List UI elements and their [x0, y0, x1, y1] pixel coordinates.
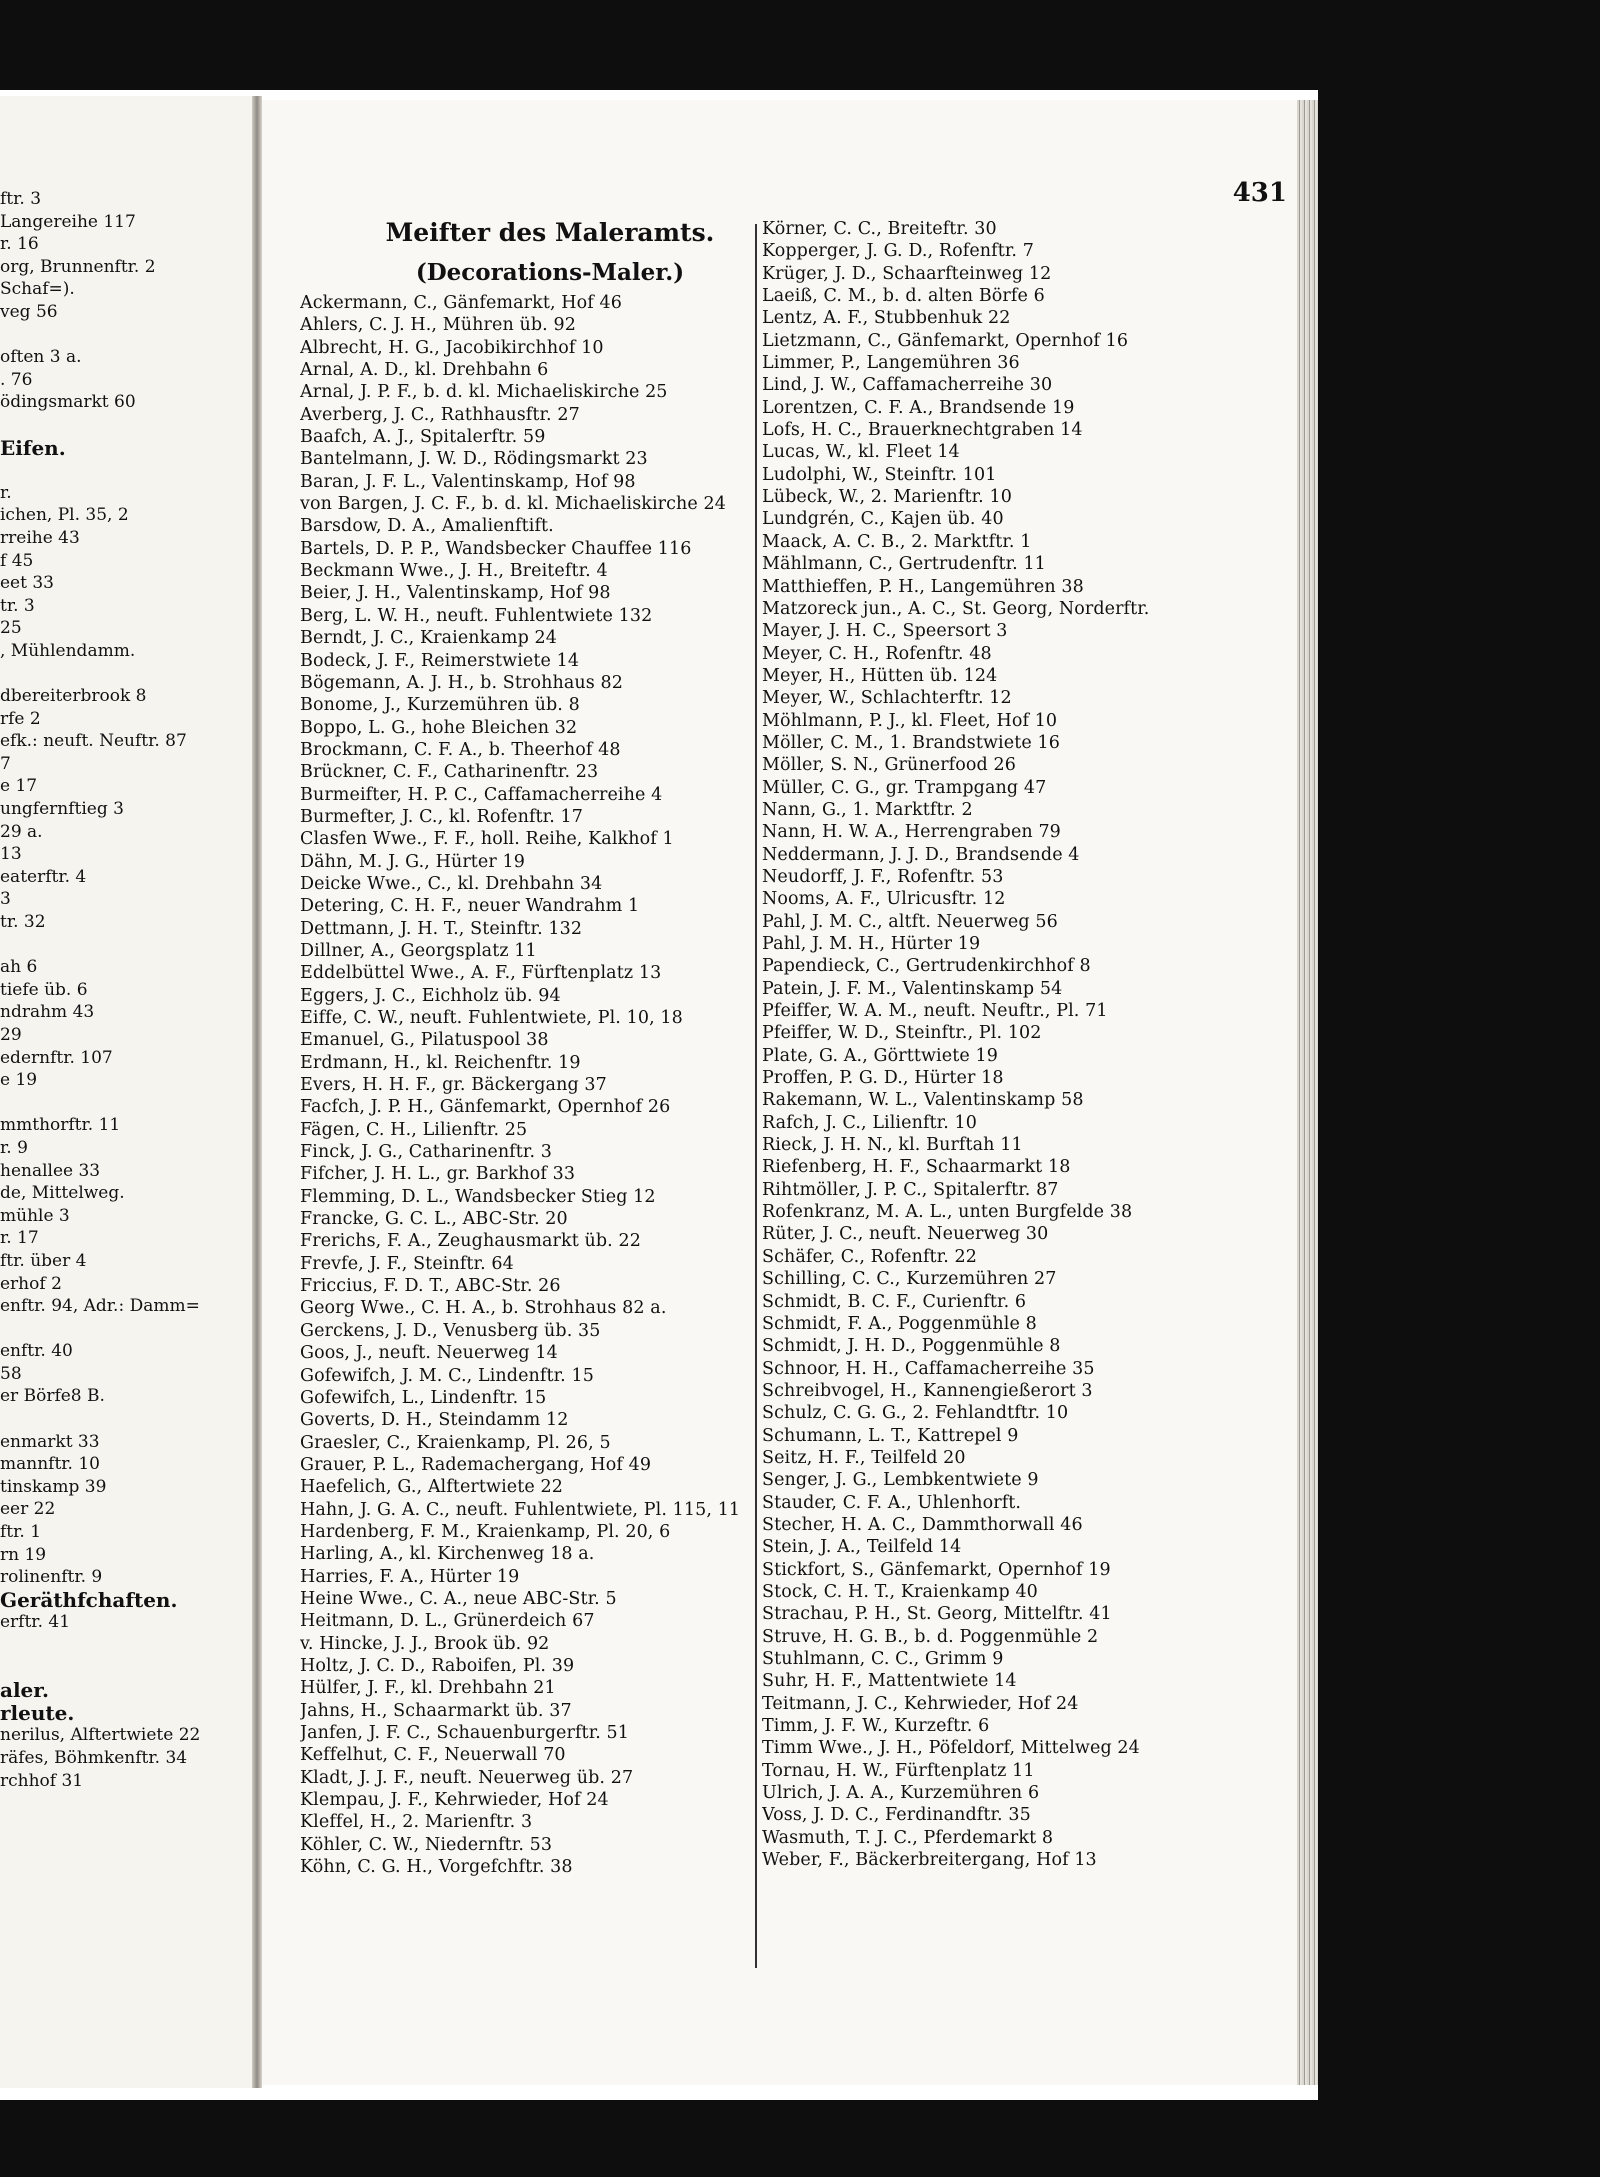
- directory-entry: often 3 a.: [0, 347, 82, 368]
- directory-entry: Teitmann, J. C., Kehrwieder, Hof 24: [762, 1693, 1079, 1714]
- directory-entry: Timm Wwe., J. H., Pöfeldorf, Mittelweg 24: [762, 1738, 1140, 1759]
- directory-entry: Hülfer, J. F., kl. Drehbahn 21: [300, 1678, 556, 1699]
- directory-entry: Strachau, P. H., St. Georg, Mittelftr. 41: [762, 1604, 1112, 1625]
- directory-entry: Pfeiffer, W. D., Steinftr., Pl. 102: [762, 1023, 1042, 1044]
- directory-entry: Pfeiffer, W. A. M., neuft. Neuftr., Pl. 71: [762, 1001, 1108, 1022]
- scan-border-right: [1318, 0, 1600, 2177]
- directory-entry: Schaf=).: [0, 279, 75, 300]
- directory-entry: ftr. über 4: [0, 1250, 87, 1271]
- directory-entry: Fägen, C. H., Lilienftr. 25: [300, 1119, 528, 1140]
- directory-entry: erftr. 41: [0, 1612, 71, 1633]
- directory-entry: Harling, A., kl. Kirchenweg 18 a.: [300, 1544, 595, 1565]
- directory-entry: f 45: [0, 550, 34, 571]
- directory-entry: Graesler, C., Kraienkamp, Pl. 26, 5: [300, 1432, 611, 1453]
- directory-entry: enftr. 40: [0, 1341, 73, 1362]
- directory-entry: 3: [0, 889, 11, 910]
- page-edges: [1297, 100, 1318, 2085]
- directory-entry: Dettmann, J. H. T., Steinftr. 132: [300, 918, 583, 939]
- directory-entry: Meyer, C. H., Rofenftr. 48: [762, 643, 992, 664]
- directory-entry: rleute.: [0, 1701, 75, 1725]
- directory-entry: Weber, F., Bäckerbreitergang, Hof 13: [762, 1850, 1097, 1871]
- directory-entry: Klempau, J. F., Kehrwieder, Hof 24: [300, 1790, 609, 1811]
- directory-entry: [0, 459, 252, 482]
- directory-entry: eet 33: [0, 573, 54, 594]
- directory-entry: Deicke Wwe., C., kl. Drehbahn 34: [300, 873, 603, 894]
- directory-entry: von Bargen, J. C. F., b. d. kl. Michaeliskirche 24: [300, 494, 727, 515]
- directory-entry: Kladt, J. J. F., neuft. Neuerweg üb. 27: [300, 1767, 634, 1788]
- directory-entry: 29: [0, 1024, 22, 1045]
- directory-entry: Rüter, J. C., neuft. Neuerweg 30: [762, 1224, 1049, 1245]
- directory-entry: Schmidt, J. H. D., Poggenmühle 8: [762, 1336, 1061, 1357]
- directory-entry: , Mühlendamm.: [0, 640, 136, 661]
- directory-entry: Seitz, H. F., Teilfeld 20: [762, 1447, 966, 1468]
- directory-entry: tr. 3: [0, 595, 35, 616]
- directory-entry: org, Brunnenftr. 2: [0, 256, 156, 277]
- directory-entry: nerilus, Alftertwiete 22: [0, 1725, 201, 1746]
- scan-border-bottom: [0, 2100, 1600, 2177]
- directory-entry: Körner, C. C., Breiteftr. 30: [762, 219, 997, 239]
- directory-entry: Beckmann Wwe., J. H., Breiteftr. 4: [300, 561, 608, 582]
- column-2: [762, 218, 1282, 1871]
- directory-entry: Gofewifch, J. M. C., Lindenftr. 15: [300, 1365, 594, 1386]
- directory-entry: Boppo, L. G., hohe Bleichen 32: [300, 717, 578, 738]
- directory-entry: Lundgrén, C., Kajen üb. 40: [762, 509, 1004, 530]
- directory-entry: Ulrich, J. A. A., Kurzemühren 6: [762, 1783, 1040, 1804]
- directory-entry: Rieck, J. H. N., kl. Burftah 11: [762, 1135, 1023, 1156]
- directory-entry: Neudorff, J. F., Rofenftr. 53: [762, 866, 1004, 887]
- directory-entry: ichen, Pl. 35, 2: [0, 505, 129, 526]
- directory-entry: Matthieffen, P. H., Langemühren 38: [762, 576, 1084, 597]
- directory-entry: Eifen.: [0, 436, 66, 460]
- section-heading: Meifter des Maleramts.: [385, 218, 715, 247]
- directory-entry: Wasmuth, T. J. C., Pferdemarkt 8: [762, 1827, 1054, 1848]
- directory-entry: Facfch, J. P. H., Gänfemarkt, Opernhof 26: [300, 1097, 671, 1118]
- column-divider: [755, 224, 757, 1968]
- directory-entry: Senger, J. G., Lembkentwiete 9: [762, 1470, 1039, 1491]
- directory-entry: ftr. 1: [0, 1522, 42, 1543]
- directory-entry: Möhlmann, P. J., kl. Fleet, Hof 10: [762, 710, 1058, 731]
- directory-entry: efk.: neuft. Neuftr. 87: [0, 731, 187, 752]
- directory-entry: dbereiterbrook 8: [0, 686, 147, 707]
- directory-entry: aler.: [0, 1679, 49, 1702]
- directory-entry: Kopperger, J. G. D., Rofenftr. 7: [762, 241, 1034, 262]
- directory-entry: [0, 414, 252, 437]
- directory-entry: Voss, J. D. C., Ferdinandftr. 35: [762, 1805, 1031, 1826]
- directory-entry: Stock, C. H. T., Kraienkamp 40: [762, 1581, 1038, 1602]
- directory-entry: Bodeck, J. F., Reimerstwiete 14: [300, 650, 580, 671]
- directory-entry: 58: [0, 1363, 22, 1384]
- directory-entry: Averberg, J. C., Rathhausftr. 27: [300, 404, 580, 425]
- directory-entry: ungfernftieg 3: [0, 799, 124, 820]
- directory-entry: Struve, H. G. B., b. d. Poggenmühle 2: [762, 1626, 1099, 1647]
- directory-entry: Arnal, A. D., kl. Drehbahn 6: [300, 360, 549, 381]
- directory-entry: Grauer, P. L., Rademachergang, Hof 49: [300, 1454, 652, 1475]
- directory-entry: Bögemann, A. J. H., b. Strohhaus 82: [300, 672, 623, 693]
- directory-entry: Schreibvogel, H., Kannengießerort 3: [762, 1380, 1093, 1401]
- directory-entry: [0, 1657, 252, 1680]
- directory-entry: Lind, J. W., Caffamacherreihe 30: [762, 375, 1053, 396]
- directory-entry: mmthorftr. 11: [0, 1115, 121, 1136]
- column-2-entries: [762, 218, 1282, 1871]
- directory-entry: Laeiß, C. M., b. d. alten Börfe 6: [762, 286, 1045, 307]
- directory-entry: Meyer, W., Schlachterftr. 12: [762, 688, 1012, 709]
- directory-entry: Plate, G. A., Görttwiete 19: [762, 1045, 998, 1066]
- directory-entry: ah 6: [0, 957, 38, 978]
- left-page-text: [0, 188, 252, 1792]
- directory-entry: Rakemann, W. L., Valentinskamp 58: [762, 1090, 1084, 1111]
- directory-entry: Eggers, J. C., Eichholz üb. 94: [300, 985, 561, 1006]
- directory-entry: Berg, L. W. H., neuft. Fuhlentwiete 132: [300, 605, 653, 626]
- directory-entry: Lucas, W., kl. Fleet 14: [762, 442, 960, 463]
- directory-entry: Schmidt, B. C. F., Curienftr. 6: [762, 1291, 1027, 1312]
- directory-entry: Schilling, C. C., Kurzemühren 27: [762, 1269, 1057, 1290]
- directory-entry: Stickfort, S., Gänfemarkt, Opernhof 19: [762, 1559, 1111, 1580]
- directory-entry: Patein, J. F. M., Valentinskamp 54: [762, 978, 1063, 999]
- directory-entry: Schnoor, H. H., Caffamacherreihe 35: [762, 1358, 1095, 1379]
- directory-entry: Nooms, A. F., Ulricusftr. 12: [762, 889, 1006, 910]
- directory-entry: Neddermann, J. J. D., Brandsende 4: [762, 844, 1080, 865]
- directory-entry: Proffen, P. G. D., Hürter 18: [762, 1068, 1004, 1089]
- directory-entry: Tornau, H. W., Fürftenplatz 11: [762, 1760, 1035, 1781]
- directory-entry: Goos, J., neuft. Neuerweg 14: [300, 1343, 558, 1364]
- directory-entry: de, Mittelweg.: [0, 1183, 125, 1204]
- directory-entry: [0, 662, 252, 685]
- directory-entry: Schmidt, F. A., Poggenmühle 8: [762, 1313, 1037, 1334]
- directory-entry: Papendieck, C., Gertrudenkirchhof 8: [762, 956, 1091, 977]
- directory-entry: Mayer, J. H. C., Speersort 3: [762, 621, 1008, 642]
- directory-entry: Lofs, H. C., Brauerknechtgraben 14: [762, 420, 1083, 441]
- directory-entry: Gerckens, J. D., Venusberg üb. 35: [300, 1320, 601, 1341]
- directory-entry: [0, 934, 252, 957]
- directory-entry: Dähn, M. J. G., Hürter 19: [300, 851, 525, 872]
- directory-entry: mühle 3: [0, 1205, 70, 1226]
- directory-entry: Arnal, J. P. F., b. d. kl. Michaeliskirche 25: [300, 382, 668, 403]
- directory-entry: [0, 1408, 252, 1431]
- directory-entry: Eddelbüttel Wwe., A. F., Fürftenplatz 13: [300, 963, 662, 984]
- directory-entry: Beier, J. H., Valentinskamp, Hof 98: [300, 583, 611, 604]
- directory-entry: Bonome, J., Kurzemühren üb. 8: [300, 695, 580, 716]
- directory-entry: veg 56: [0, 301, 58, 322]
- right-page: [262, 100, 1297, 2085]
- directory-entry: Evers, H. H. F., gr. Bäckergang 37: [300, 1075, 607, 1096]
- book-gutter: [252, 96, 262, 2088]
- directory-entry: Heine Wwe., C. A., neue ABC-Str. 5: [300, 1588, 617, 1609]
- column-1: [300, 212, 800, 1878]
- directory-entry: Rofenkranz, M. A. L., unten Burgfelde 38: [762, 1202, 1133, 1223]
- directory-entry: Bantelmann, J. W. D., Rödingsmarkt 23: [300, 449, 648, 470]
- directory-entry: 25: [0, 618, 22, 639]
- directory-entry: . 76: [0, 369, 33, 390]
- directory-entry: Jahns, H., Schaarmarkt üb. 37: [300, 1700, 572, 1721]
- directory-entry: erhof 2: [0, 1273, 62, 1294]
- directory-entry: Brockmann, C. F. A., b. Theerhof 48: [300, 739, 621, 760]
- directory-entry: Nann, G., 1. Marktftr. 2: [762, 799, 973, 820]
- directory-entry: Pahl, J. M. C., altft. Neuerweg 56: [762, 911, 1058, 932]
- directory-entry: eaterftr. 4: [0, 866, 87, 887]
- directory-entry: Georg Wwe., C. H. A., b. Strohhaus 82 a.: [300, 1298, 667, 1319]
- directory-entry: Berndt, J. C., Kraienkamp 24: [300, 628, 558, 649]
- directory-entry: Müller, C. G., gr. Trampgang 47: [762, 777, 1047, 798]
- directory-entry: Ahlers, C. J. H., Mühren üb. 92: [300, 315, 576, 336]
- directory-entry: mannftr. 10: [0, 1454, 100, 1475]
- directory-entry: Emanuel, G., Pilatuspool 38: [300, 1030, 549, 1051]
- directory-entry: Stuhlmann, C. C., Grimm 9: [762, 1649, 1004, 1669]
- directory-entry: r.: [0, 482, 12, 503]
- directory-entry: Hahn, J. G. A. C., neuft. Fuhlentwiete, Pl. 115, 11: [300, 1499, 741, 1520]
- directory-entry: tiefe üb. 6: [0, 979, 88, 1000]
- directory-entry: e 17: [0, 776, 38, 797]
- directory-entry: Meyer, H., Hütten üb. 124: [762, 665, 998, 686]
- directory-entry: rfe 2: [0, 708, 41, 729]
- directory-entry: Frevfe, J. F., Steinftr. 64: [300, 1253, 514, 1274]
- directory-entry: rchhof 31: [0, 1770, 84, 1791]
- directory-entry: Mählmann, C., Gertrudenftr. 11: [762, 554, 1046, 575]
- directory-entry: Köhler, C. W., Niedernftr. 53: [300, 1834, 553, 1855]
- page-number: 431: [1232, 178, 1287, 208]
- directory-entry: Schumann, L. T., Kattrepel 9: [762, 1425, 1019, 1446]
- directory-entry: Keffelhut, C. F., Neuerwall 70: [300, 1745, 566, 1766]
- directory-entry: Flemming, D. L., Wandsbecker Stieg 12: [300, 1186, 656, 1207]
- directory-entry: Lübeck, W., 2. Marienftr. 10: [762, 487, 1012, 508]
- directory-entry: [0, 1634, 252, 1657]
- directory-entry: Barsdow, D. A., Amalienftift.: [300, 516, 554, 537]
- directory-entry: Baafch, A. J., Spitalerftr. 59: [300, 427, 546, 448]
- directory-entry: r. 16: [0, 234, 39, 255]
- directory-entry: Lietzmann, C., Gänfemarkt, Opernhof 16: [762, 330, 1129, 351]
- directory-entry: Köhn, C. G. H., Vorgefchftr. 38: [300, 1857, 573, 1878]
- directory-entry: Burmeifter, H. P. C., Caffamacherreihe 4: [300, 784, 663, 805]
- directory-entry: [0, 1318, 252, 1341]
- directory-entry: Schulz, C. G. G., 2. Fehlandtftr. 10: [762, 1403, 1069, 1424]
- directory-entry: Hardenberg, F. M., Kraienkamp, Pl. 20, 6: [300, 1521, 671, 1542]
- directory-entry: Krüger, J. D., Schaarfteinweg 12: [762, 263, 1052, 284]
- section-subheading: (Decorations-Maler.): [415, 259, 685, 286]
- directory-entry: Burmefter, J. C., kl. Rofenftr. 17: [300, 806, 584, 827]
- column-1-entries: [300, 292, 800, 1878]
- directory-entry: [0, 324, 252, 347]
- directory-entry: r. 9: [0, 1137, 28, 1158]
- directory-entry: Eiffe, C. W., neuft. Fuhlentwiete, Pl. 10, 18: [300, 1008, 683, 1028]
- directory-entry: Harries, F. A., Hürter 19: [300, 1566, 520, 1587]
- directory-entry: räfes, Böhmkenftr. 34: [0, 1747, 188, 1768]
- directory-entry: Francke, G. C. L., ABC-Str. 20: [300, 1209, 568, 1230]
- directory-entry: Kleffel, H., 2. Marienftr. 3: [300, 1812, 533, 1833]
- directory-entry: Rafch, J. C., Lilienftr. 10: [762, 1112, 978, 1133]
- directory-entry: ftr. 3: [0, 189, 42, 209]
- directory-entry: Dillner, A., Georgsplatz 11: [300, 940, 537, 961]
- directory-entry: Stecher, H. A. C., Dammthorwall 46: [762, 1514, 1083, 1535]
- directory-entry: e 19: [0, 1070, 38, 1091]
- directory-entry: Heitmann, D. L., Grünerdeich 67: [300, 1611, 595, 1632]
- directory-entry: Möller, S. N., Grünerfood 26: [762, 755, 1016, 776]
- directory-entry: Maack, A. C. B., 2. Marktftr. 1: [762, 531, 1032, 552]
- directory-entry: Holtz, J. C. D., Raboifen, Pl. 39: [300, 1655, 575, 1676]
- directory-entry: er Börfe8 B.: [0, 1386, 105, 1407]
- directory-entry: Ackermann, C., Gänfemarkt, Hof 46: [300, 293, 622, 313]
- directory-entry: rolinenftr. 9: [0, 1567, 103, 1588]
- directory-entry: eer 22: [0, 1499, 56, 1520]
- directory-entry: ödingsmarkt 60: [0, 392, 136, 413]
- directory-entry: Gofewifch, L., Lindenftr. 15: [300, 1387, 547, 1408]
- directory-entry: ndrahm 43: [0, 1002, 95, 1023]
- directory-entry: Baran, J. F. L., Valentinskamp, Hof 98: [300, 471, 636, 492]
- directory-entry: Albrecht, H. G., Jacobikirchhof 10: [300, 337, 604, 358]
- directory-entry: Janfen, J. F. C., Schauenburgerftr. 51: [300, 1723, 630, 1743]
- directory-entry: Limmer, P., Langemühren 36: [762, 353, 1020, 374]
- directory-entry: Rihtmöller, J. P. C., Spitalerftr. 87: [762, 1179, 1059, 1200]
- directory-entry: 13: [0, 844, 22, 865]
- directory-entry: Lentz, A. F., Stubbenhuk 22: [762, 308, 1011, 329]
- directory-entry: [0, 1092, 252, 1115]
- directory-entry: Pahl, J. M. H., Hürter 19: [762, 934, 981, 954]
- directory-entry: Brückner, C. F., Catharinenftr. 23: [300, 762, 599, 783]
- directory-entry: Goverts, D. H., Steindamm 12: [300, 1410, 569, 1431]
- directory-entry: Riefenberg, H. F., Schaarmarkt 18: [762, 1157, 1071, 1178]
- directory-entry: Friccius, F. D. T., ABC-Str. 26: [300, 1276, 561, 1297]
- directory-entry: Clasfen Wwe., F. F., holl. Reihe, Kalkhof 1: [300, 829, 674, 850]
- directory-entry: 7: [0, 753, 11, 774]
- directory-entry: Ludolphi, W., Steinftr. 101: [762, 464, 997, 485]
- directory-entry: Timm, J. F. W., Kurzeftr. 6: [762, 1716, 990, 1737]
- directory-entry: Detering, C. H. F., neuer Wandrahm 1: [300, 896, 640, 917]
- directory-entry: Langereihe 117: [0, 211, 136, 232]
- directory-entry: Frerichs, F. A., Zeughausmarkt üb. 22: [300, 1231, 641, 1252]
- directory-entry: tinskamp 39: [0, 1476, 107, 1497]
- directory-entry: Bartels, D. P. P., Wandsbecker Chauffee 116: [300, 538, 692, 559]
- directory-entry: Erdmann, H., kl. Reichenftr. 19: [300, 1052, 581, 1073]
- directory-entry: r. 17: [0, 1228, 39, 1249]
- directory-entry: Stein, J. A., Teilfeld 14: [762, 1537, 962, 1558]
- directory-entry: Schäfer, C., Rofenftr. 22: [762, 1246, 978, 1267]
- directory-entry: Möller, C. M., 1. Brandstwiete 16: [762, 732, 1060, 753]
- directory-entry: Haefelich, G., Alftertwiete 22: [300, 1477, 563, 1498]
- directory-entry: enmarkt 33: [0, 1431, 100, 1452]
- directory-entry: Nann, H. W. A., Herrengraben 79: [762, 822, 1061, 843]
- directory-entry: enftr. 94, Adr.: Damm=: [0, 1296, 200, 1317]
- directory-entry: Stauder, C. F. A., Uhlenhorft.: [762, 1492, 1022, 1513]
- directory-entry: Lorentzen, C. F. A., Brandsende 19: [762, 397, 1075, 418]
- left-page-fragment: [0, 96, 252, 2088]
- directory-entry: edernftr. 107: [0, 1047, 113, 1068]
- directory-entry: Suhr, H. F., Mattentwiete 14: [762, 1671, 1017, 1692]
- directory-entry: tr. 32: [0, 912, 46, 932]
- directory-entry: 29 a.: [0, 821, 43, 842]
- directory-entry: rn 19: [0, 1544, 47, 1565]
- directory-entry: Geräthfchaften.: [0, 1588, 178, 1612]
- directory-entry: Fifcher, J. H. L., gr. Barkhof 33: [300, 1164, 576, 1185]
- directory-entry: v. Hincke, J. J., Brook üb. 92: [300, 1633, 550, 1654]
- directory-entry: Matzoreck jun., A. C., St. Georg, Norderftr.: [762, 598, 1150, 619]
- directory-entry: henallee 33: [0, 1160, 101, 1181]
- directory-entry: Finck, J. G., Catharinenftr. 3: [300, 1142, 552, 1163]
- directory-entry: rreihe 43: [0, 527, 80, 548]
